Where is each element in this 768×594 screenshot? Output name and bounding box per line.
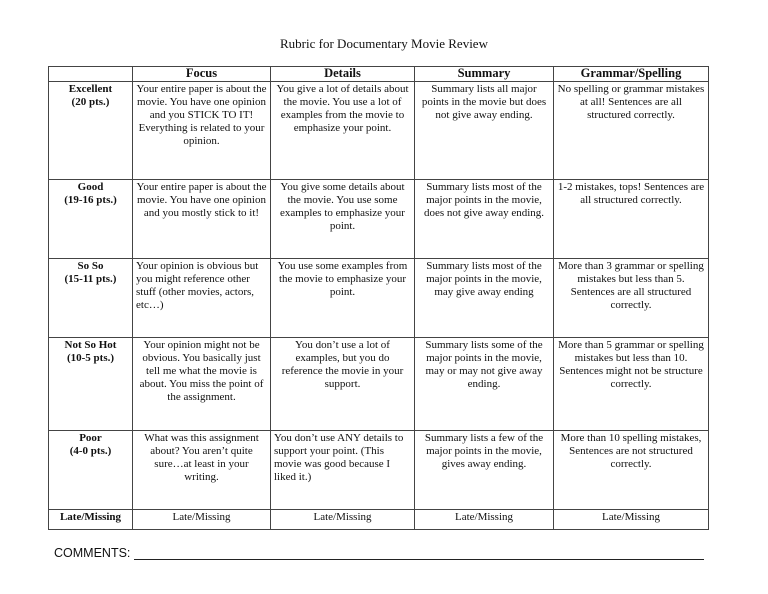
- row-label: [49, 431, 133, 510]
- cell-focus: Your entire paper is about the movie. You have one opinion and you STICK TO IT! Everything is related to your opinion.: [133, 82, 271, 180]
- row-label: [49, 338, 133, 431]
- header-corner: [49, 67, 133, 82]
- cell-grammar: More than 3 grammar or spelling mistakes but less than 5. Sentences are all structured correctly.: [554, 259, 709, 338]
- row-label-points: (15-11 pts.): [64, 273, 117, 285]
- cell-summary: Summary lists most of the major points in the movie, may give away ending: [415, 259, 554, 338]
- row-good: [49, 180, 709, 259]
- cell-details: Late/Missing: [271, 510, 415, 530]
- cell-grammar: 1-2 mistakes, tops! Sentences are all structured correctly.: [554, 180, 709, 259]
- comments-section: [54, 546, 704, 560]
- cell-summary: Summary lists some of the major points in the movie, may or may not give away ending.: [415, 338, 554, 431]
- row-label-name: Poor: [79, 432, 102, 444]
- cell-details: You give a lot of details about the movie. You use a lot of examples from the movie to emphasize your point.: [271, 82, 415, 180]
- cell-summary: Summary lists a few of the major points in the movie, gives away ending.: [415, 431, 554, 510]
- cell-summary: Summary lists most of the major points in the movie, does not give away ending.: [415, 180, 554, 259]
- header-details: Details: [271, 67, 415, 82]
- cell-details: You don’t use a lot of examples, but you do reference the movie in your support.: [271, 338, 415, 431]
- cell-focus: Your opinion might not be obvious. You basically just tell me what the movie is about. You miss the point of the assignment.: [133, 338, 271, 431]
- row-excellent: [49, 82, 709, 180]
- row-not-so-hot: [49, 338, 709, 431]
- rubric-table: [48, 66, 709, 530]
- cell-focus: Late/Missing: [133, 510, 271, 530]
- row-label: [49, 259, 133, 338]
- cell-summary: Late/Missing: [415, 510, 554, 530]
- row-label: [49, 180, 133, 259]
- row-label: [49, 510, 133, 530]
- row-label: [49, 82, 133, 180]
- header-focus: Focus: [133, 67, 271, 82]
- cell-focus: Your entire paper is about the movie. You have one opinion and you mostly stick to it!: [133, 180, 271, 259]
- page-title: Rubric for Documentary Movie Review: [280, 36, 488, 51]
- row-label-name: Late/Missing: [59, 511, 122, 523]
- cell-grammar: More than 10 spelling mistakes, Sentences are not structured correctly.: [554, 431, 709, 510]
- cell-grammar: More than 5 grammar or spelling mistakes but less than 10. Sentences might not be structure correctly.: [554, 338, 709, 431]
- row-label-name: Excellent: [68, 83, 113, 95]
- comments-line[interactable]: [134, 547, 704, 560]
- cell-details: You don’t use ANY details to support your point. (This movie was good because I liked it.): [271, 431, 415, 510]
- row-label-name: Not So Hot: [64, 339, 117, 351]
- row-so-so: [49, 259, 709, 338]
- row-label-name: Good: [77, 181, 104, 193]
- cell-grammar: Late/Missing: [554, 510, 709, 530]
- row-label-points: (10-5 pts.): [66, 352, 115, 364]
- cell-focus: Your opinion is obvious but you might reference other stuff (other movies, actors, etc…): [133, 259, 271, 338]
- cell-grammar: No spelling or grammar mistakes at all! Sentences are all structured correctly.: [554, 82, 709, 180]
- row-label-points: (19-16 pts.): [64, 194, 117, 206]
- row-late-missing: [49, 510, 709, 530]
- comments-label: COMMENTS:: [54, 546, 131, 560]
- cell-focus: What was this assignment about? You aren’t quite sure…at least in your writing.: [133, 431, 271, 510]
- cell-details: You use some examples from the movie to emphasize your point.: [271, 259, 415, 338]
- header-grammar-spelling: Grammar/Spelling: [554, 67, 709, 82]
- row-poor: [49, 431, 709, 510]
- header-summary: Summary: [415, 67, 554, 82]
- row-label-points: (4-0 pts.): [69, 445, 112, 457]
- row-label-points: (20 pts.): [71, 96, 110, 108]
- header-row: [49, 67, 709, 82]
- cell-details: You give some details about the movie. You use some examples to emphasize your point.: [271, 180, 415, 259]
- cell-summary: Summary lists all major points in the movie but does not give away ending.: [415, 82, 554, 180]
- row-label-name: So So: [77, 260, 104, 272]
